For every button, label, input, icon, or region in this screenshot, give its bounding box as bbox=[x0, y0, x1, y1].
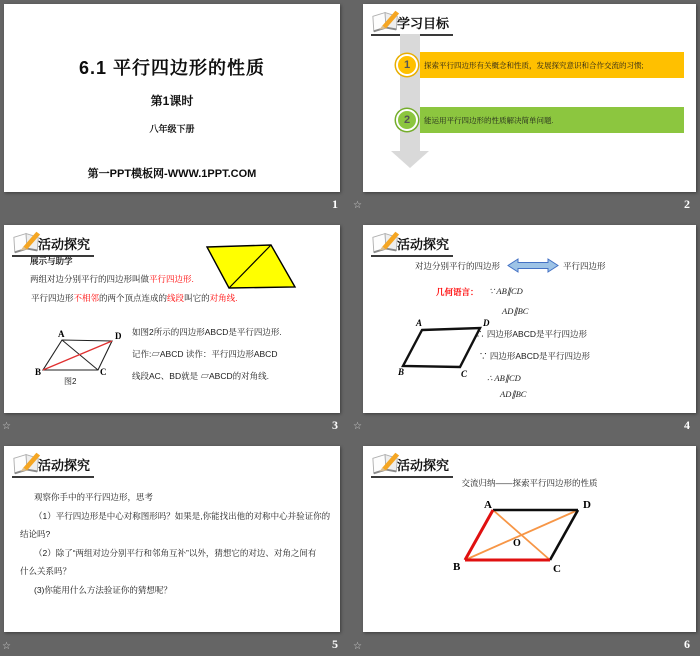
lesson-title: 6.1 平行四边形的性质 bbox=[78, 58, 266, 78]
highlighted-term: 对角线. bbox=[209, 293, 238, 303]
statement-3: ∴ 四边形ABCD是平行四边形 bbox=[476, 329, 587, 339]
vertex-label-b: B bbox=[35, 367, 42, 377]
corner-mark-icon: ☆ bbox=[2, 641, 11, 652]
grade-label: 八年级下册 bbox=[149, 124, 195, 134]
vertex-label-d: D bbox=[483, 318, 490, 328]
definition-line-1: 两组对边分别平行的四边形叫做平行四边形. bbox=[30, 274, 194, 284]
figure-note-1: 如图2所示的四边形ABCD是平行四边形. bbox=[132, 327, 282, 337]
question-paragraph bbox=[20, 488, 330, 599]
timeline-arrow-shaft bbox=[400, 34, 420, 152]
statement-1: ∵ AB∥CD bbox=[489, 286, 523, 296]
statement-5: ∴ AB∥CD bbox=[487, 373, 521, 383]
statement-4: ∵ 四边形ABCD是平行四边形 bbox=[479, 351, 590, 361]
header-underline bbox=[371, 255, 453, 257]
corner-mark-icon: ☆ bbox=[353, 641, 362, 652]
section-title: 活动探究 bbox=[397, 237, 450, 252]
vertex-label-a: A bbox=[484, 499, 492, 511]
corner-mark-icon: ☆ bbox=[2, 421, 11, 432]
corner-mark-icon: ☆ bbox=[353, 200, 362, 211]
slide-thumbnail-1[interactable] bbox=[4, 4, 340, 192]
page-number-5: 5 bbox=[332, 637, 338, 651]
slide-thumbnail-4[interactable] bbox=[363, 225, 696, 413]
goal-number-badge-1: 1 bbox=[396, 54, 418, 76]
header-underline bbox=[12, 476, 94, 478]
slide-thumbnail-6[interactable] bbox=[363, 446, 696, 632]
question-1-cont: 结论吗? bbox=[20, 529, 51, 539]
vertex-label-a: A bbox=[416, 318, 423, 328]
question-intro: 观察你手中的平行四边形，思考 bbox=[34, 492, 154, 502]
question-3: (3)你能用什么方法验证你的猜想呢？ bbox=[34, 584, 172, 595]
figure-caption: 图2 bbox=[64, 377, 77, 386]
question-1: （1）平行四边形是中心对称图形吗？如果是,你能找出他的对称中心并验证你的 bbox=[34, 510, 331, 521]
page-number-2: 2 bbox=[684, 197, 690, 211]
question-2-cont: 什么关系吗？ bbox=[20, 566, 72, 576]
double-arrow-icon bbox=[507, 258, 559, 273]
vertex-label-a: A bbox=[58, 329, 65, 339]
vertex-label-d: D bbox=[583, 499, 591, 511]
slide-thumbnail-2[interactable] bbox=[363, 4, 696, 192]
center-label-o: O bbox=[513, 538, 521, 549]
template-site-label: 第一PPT模板网-WWW.1PPT.COM bbox=[87, 168, 257, 180]
parallelogram-abcd-figure bbox=[398, 317, 493, 379]
figure-note-3: 线段AC、BD就是 ▱ABCD的对角线. bbox=[132, 371, 269, 381]
vertex-label-b: B bbox=[453, 561, 461, 573]
figure-note-2: 记作:▱ABCD 读作：平行四边形ABCD bbox=[132, 349, 278, 359]
lesson-subtitle: 第1课时 bbox=[150, 94, 194, 108]
yellow-parallelogram-figure bbox=[202, 239, 304, 295]
geometry-language-label: 几何语言： bbox=[436, 287, 479, 297]
section-title: 活动探究 bbox=[397, 458, 450, 473]
section-title: 活动探究 bbox=[38, 458, 91, 473]
vertex-label-b: B bbox=[398, 367, 405, 377]
equivalence-left-text: 对边分别平行的四边形 bbox=[415, 261, 501, 271]
statement-2: AD∥BC bbox=[502, 306, 529, 316]
parallelogram-with-diagonals-figure bbox=[451, 498, 616, 578]
goal-bar-2 bbox=[420, 107, 684, 133]
activity-caption: 交流归纳——探索平行四边形的性质 bbox=[461, 478, 598, 488]
section-title: 活动探究 bbox=[38, 237, 91, 252]
definition-line-2: 平行四边形不相邻的两个顶点连成的线段叫它的对角线. bbox=[31, 293, 238, 303]
vertex-label-c: C bbox=[553, 563, 561, 575]
page-number-6: 6 bbox=[684, 637, 690, 651]
vertex-label-c: C bbox=[100, 367, 107, 377]
page-number-3: 3 bbox=[332, 418, 338, 432]
timeline-arrow-head-icon bbox=[391, 151, 429, 168]
vertex-label-d: D bbox=[115, 331, 122, 341]
goal-bar-1 bbox=[420, 52, 684, 78]
question-2: （2）除了“两组对边分别平行和邻角互补”以外，猜想它的对边、对角之间有 bbox=[34, 547, 317, 558]
highlighted-term: 线段 bbox=[167, 293, 185, 303]
corner-mark-icon: ☆ bbox=[353, 421, 362, 432]
slide-thumbnail-5[interactable] bbox=[4, 446, 340, 632]
page-number-4: 4 bbox=[684, 418, 690, 432]
subheading: 展示与助学 bbox=[30, 256, 73, 266]
highlighted-term: 不相邻 bbox=[73, 293, 100, 303]
slide-thumbnail-3[interactable] bbox=[4, 225, 340, 413]
highlighted-term: 平行四边形. bbox=[149, 274, 194, 284]
equivalence-right-text: 平行四边形 bbox=[563, 261, 606, 271]
vertex-label-c: C bbox=[461, 369, 468, 379]
statement-6: AD∥BC bbox=[500, 389, 527, 399]
goal-text-1: 探索平行四边形有关概念和性质，发展探究意识和合作交流的习惯; bbox=[424, 60, 644, 70]
goal-text-2: 能运用平行四边形的性质解决简单问题. bbox=[424, 115, 554, 125]
goal-number-badge-2: 2 bbox=[396, 109, 418, 131]
page-number-1: 1 bbox=[332, 197, 338, 211]
section-title: 学习目标 bbox=[397, 16, 450, 31]
